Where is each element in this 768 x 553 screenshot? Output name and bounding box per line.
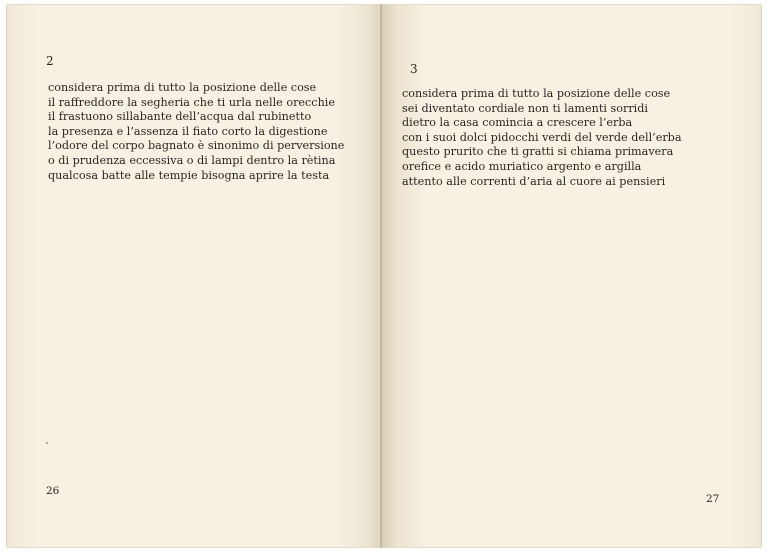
right-page	[382, 4, 762, 548]
paper-speck	[46, 442, 48, 444]
poem-line: questo prurito che ti gratti si chiama primavera	[402, 145, 674, 159]
poem-line: il frastuono sillabante dell’acqua dal rubinetto	[48, 110, 312, 124]
poem-line: qualcosa batte alle tempie bisogna aprire la testa	[48, 168, 330, 182]
right-poem	[402, 87, 682, 189]
poem-line: il raffreddore la segheria che ti urla nelle orecchie	[48, 95, 335, 109]
poem-line: o di prudenza eccessiva o di lampi dentro la rètina	[48, 153, 336, 167]
left-section-number: 2	[46, 54, 54, 68]
poem-line: dietro la casa comincia a crescere l’erba	[402, 116, 633, 130]
poem-line: con i suoi dolci pidocchi verdi del verde dell’erba	[402, 130, 682, 144]
poem-line: l’odore del corpo bagnato è sinonimo di perversione	[48, 139, 345, 153]
poem-line: considera prima di tutto la posizione delle cose	[48, 81, 317, 94]
right-section-number: 3	[410, 62, 418, 76]
left-page-number: 26	[46, 485, 60, 497]
left-poem	[48, 81, 344, 183]
poem-line: la presenza e l’assenza il fiato corto la digestione	[48, 124, 328, 138]
left-page	[6, 4, 382, 548]
poem-line: considera prima di tutto la posizione delle cose	[402, 87, 671, 100]
poem-line: sei diventato cordiale non ti lamenti sorridi	[402, 101, 648, 115]
poem-line: attento alle correnti d’aria al cuore ai pensieri	[402, 174, 666, 188]
poem-line: orefice e acido muriatico argento e argilla	[402, 159, 642, 173]
right-page-number: 27	[706, 493, 720, 505]
open-book	[6, 4, 762, 548]
